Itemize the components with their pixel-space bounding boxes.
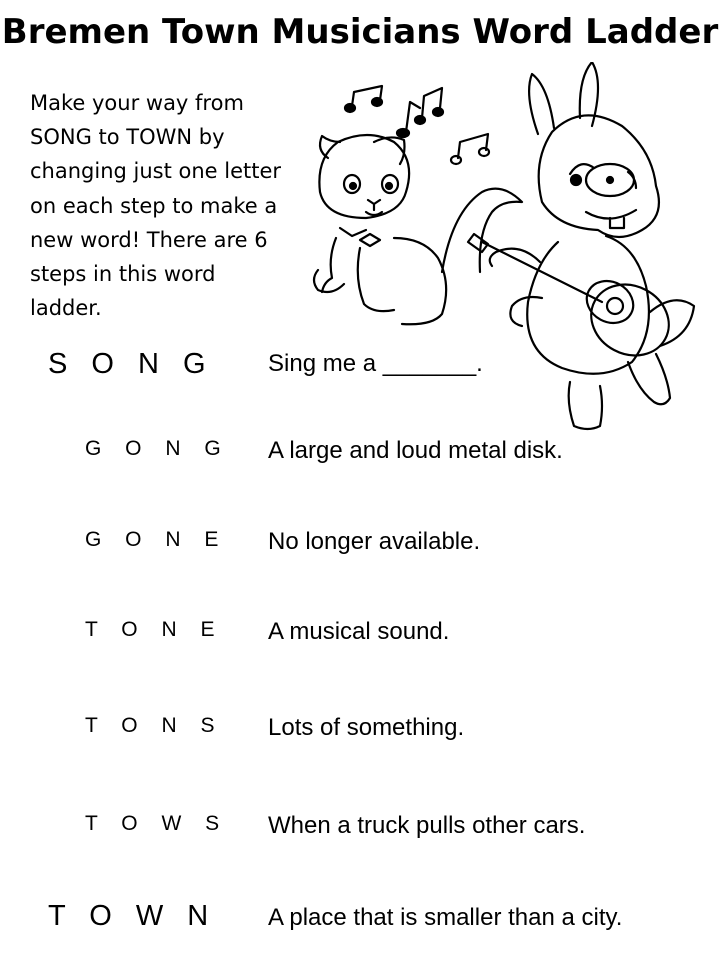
ladder-word: G O N G: [85, 437, 230, 460]
ladder-row: [0, 714, 720, 754]
ladder-row: [0, 348, 720, 388]
ladder-row: [0, 437, 720, 477]
ladder-row: [0, 900, 720, 940]
instruction-line: changing just one letter: [30, 159, 282, 184]
ladder-row: [0, 528, 720, 568]
instruction-line: Make your way from: [30, 91, 244, 115]
cat-icon: [314, 135, 522, 324]
ladder-clue: Sing me a _______.: [268, 350, 483, 377]
ladder-word: S O N G: [48, 348, 214, 380]
instruction-line: on each step to make a: [30, 193, 278, 218]
ladder-word: T O W N: [48, 900, 217, 932]
ladder-word: T O W S: [85, 812, 229, 835]
ladder-clue: No longer available.: [268, 528, 481, 555]
ladder-row: [0, 812, 720, 852]
ladder-clue: A large and loud metal disk.: [268, 437, 563, 464]
ladder-clue: When a truck pulls other cars.: [268, 812, 586, 839]
ladder-word: T O N E: [85, 618, 224, 641]
ladder-clue: Lots of something.: [268, 714, 465, 741]
worksheet-title: Bremen Town Musicians Word Ladder: [1, 12, 719, 52]
ladder-clue: A musical sound.: [268, 618, 450, 645]
guitar-icon: [482, 242, 602, 302]
ladder-word: T O N S: [85, 714, 224, 737]
instruction-line: SONG to TOWN by: [30, 125, 225, 150]
ladder-word: G O N E: [85, 528, 228, 551]
ladder-row: [0, 618, 720, 658]
music-notes-icon: [345, 86, 489, 164]
instruction-line: ladder.: [30, 296, 102, 321]
ladder-clue: A place that is smaller than a city.: [268, 904, 623, 931]
instructions: [30, 86, 320, 325]
instruction-line: steps in this word: [30, 262, 216, 287]
instruction-line: new word! There are 6: [30, 227, 268, 252]
